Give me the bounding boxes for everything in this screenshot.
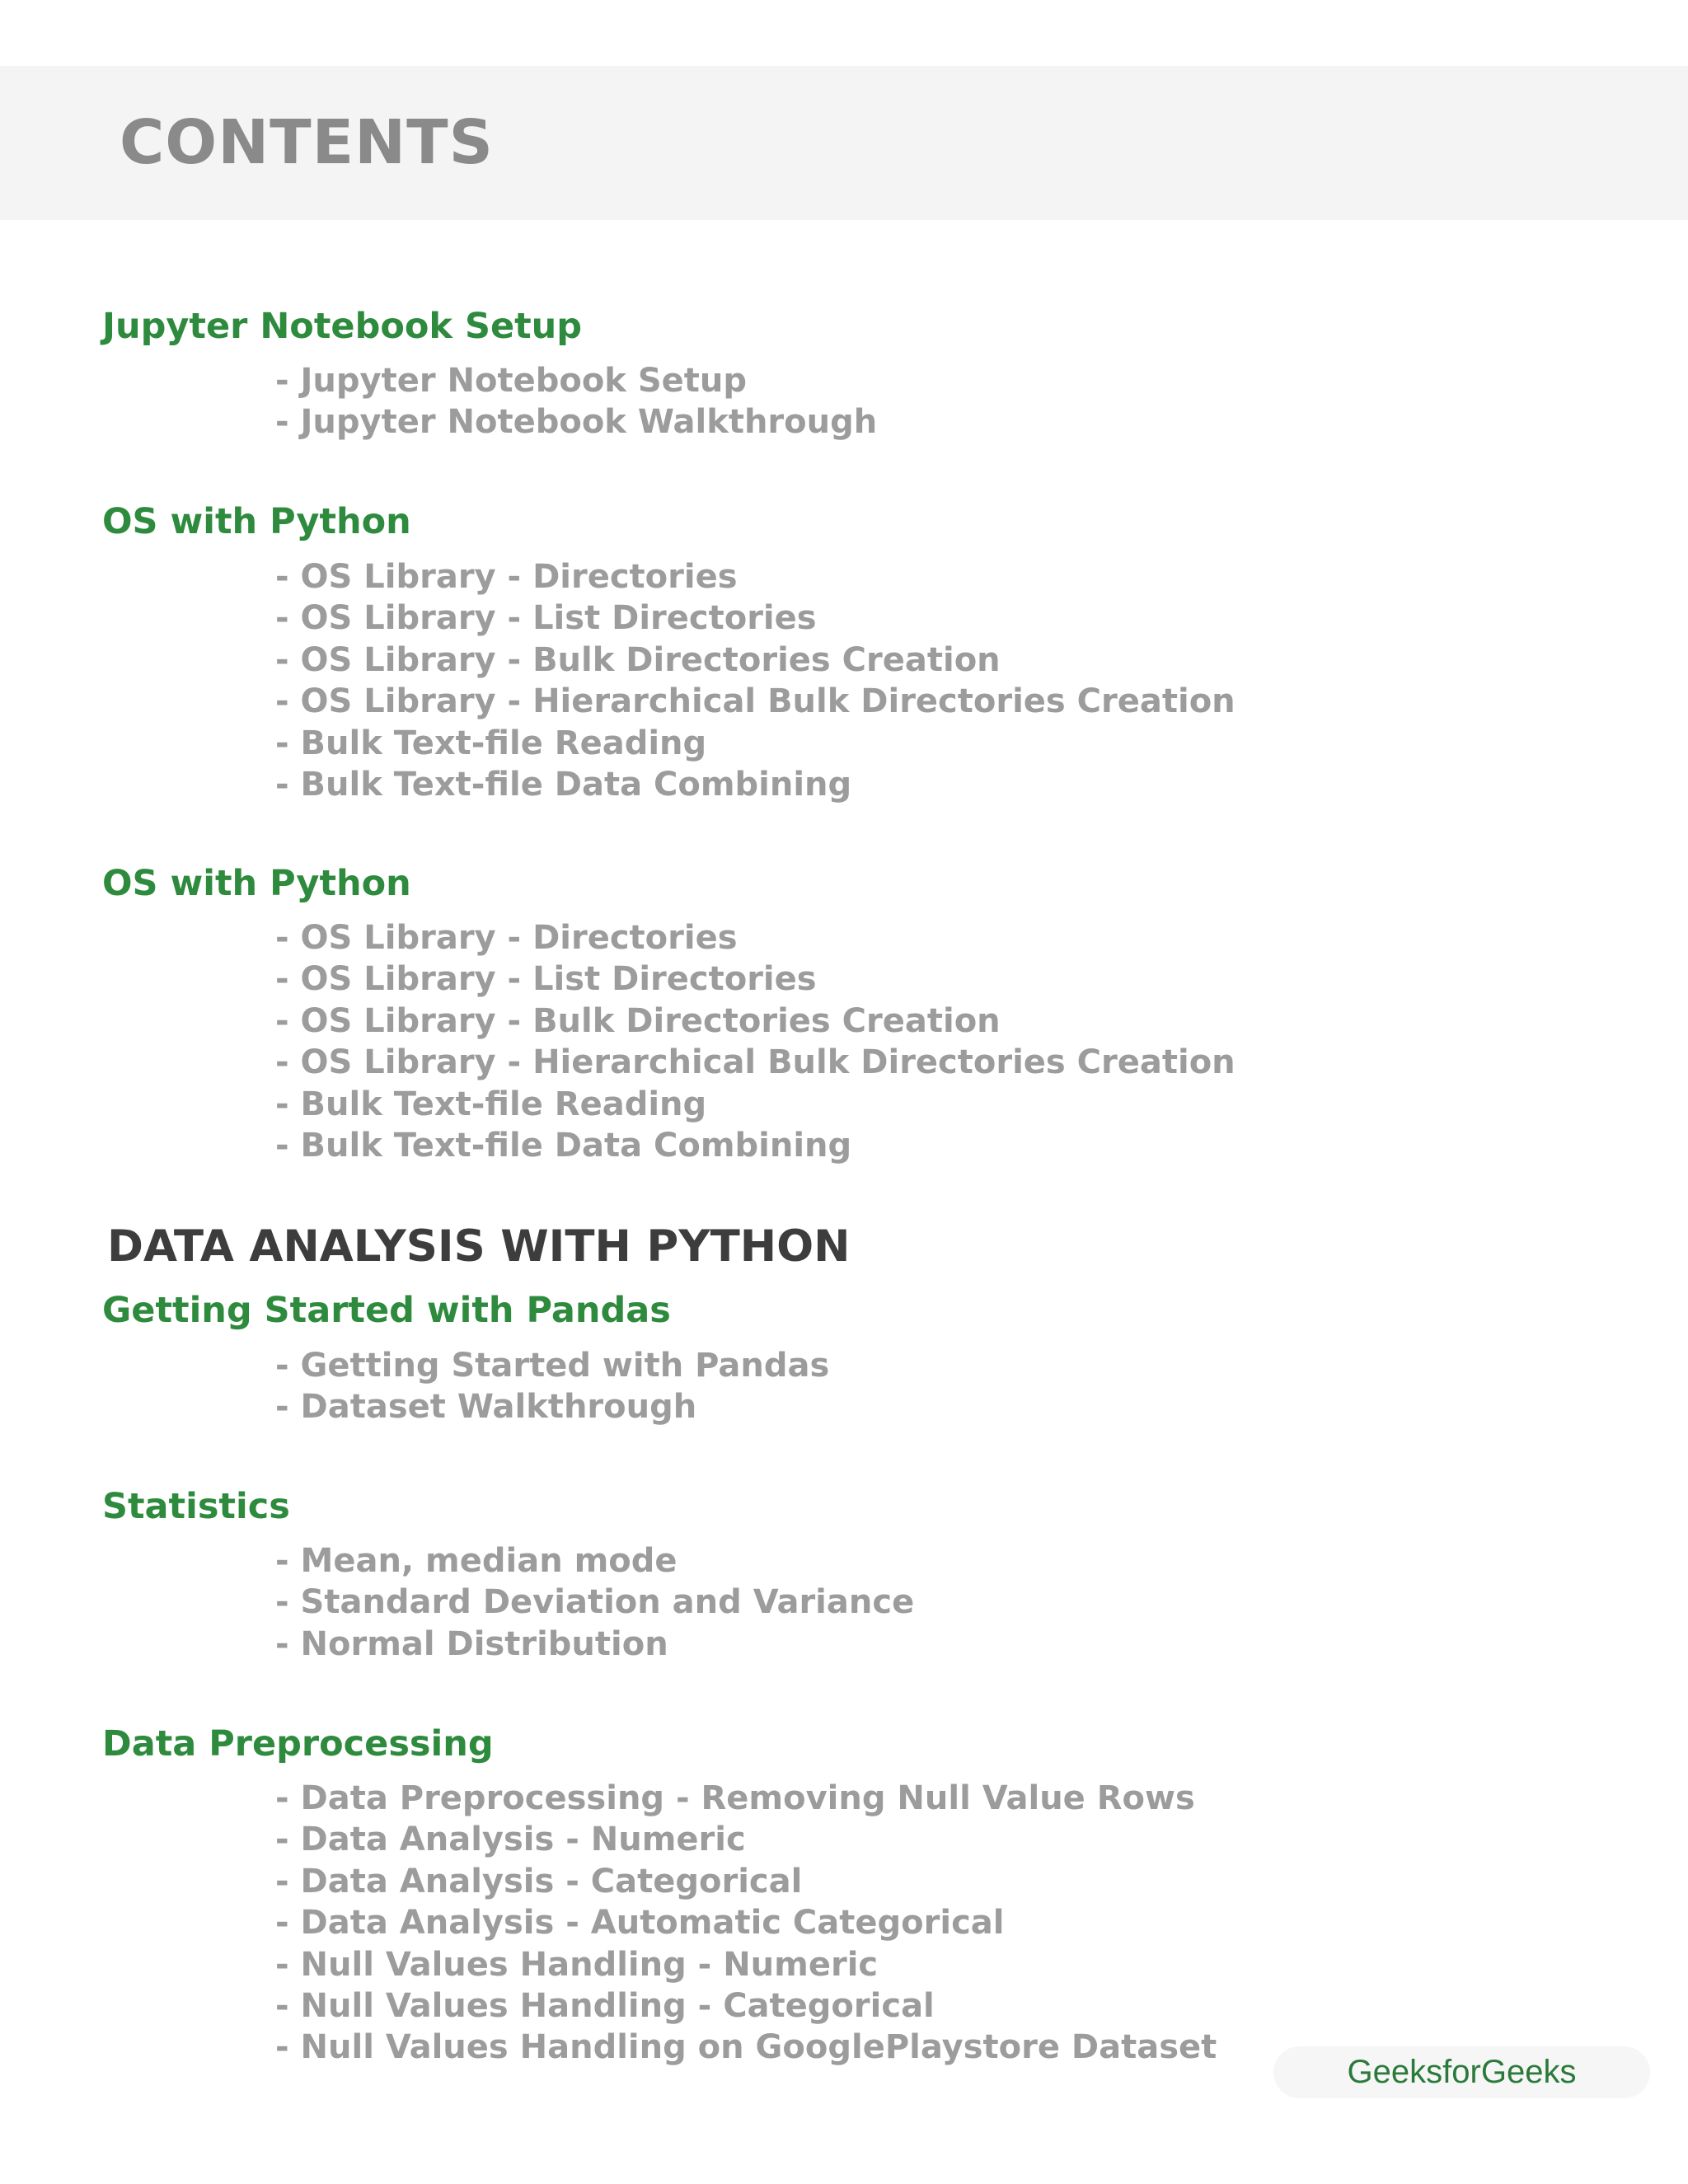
list-item: - Normal Distribution <box>275 1624 668 1663</box>
section-heading-statistics: Statistics <box>102 1486 290 1527</box>
section-items-jupyter-setup <box>275 360 877 443</box>
brand-badge <box>1273 2046 1650 2098</box>
section-items-statistics <box>275 1540 914 1665</box>
list-item: - Jupyter Notebook Walkthrough <box>275 403 878 442</box>
section-heading-data-preprocessing: Data Preprocessing <box>102 1723 494 1765</box>
list-item: - Mean, median mode <box>275 1542 678 1580</box>
section-heading-os-with-python-2: OS with Python <box>102 863 411 904</box>
list-item: - Bulk Text-file Data Combining <box>275 1127 852 1165</box>
section-items-data-preprocessing <box>275 1778 1217 2069</box>
section-heading-jupyter-setup: Jupyter Notebook Setup <box>102 306 583 347</box>
section-items-os-with-python <box>275 556 1236 805</box>
brand-logo-text: GeeksforGeeks <box>1347 2054 1577 2090</box>
section-heading-os-with-python: OS with Python <box>102 501 411 542</box>
list-item: - Data Analysis - Automatic Categorical <box>275 1904 1005 1943</box>
part-title: DATA ANALYSIS WITH PYTHON <box>107 1221 851 1272</box>
list-item: - Null Values Handling on GooglePlaystore Dataset <box>275 2028 1217 2067</box>
list-item: - OS Library - Hierarchical Bulk Directories Creation <box>275 682 1236 721</box>
list-item: - Null Values Handling - Numeric <box>275 1945 879 1984</box>
list-item: - Dataset Walkthrough <box>275 1388 697 1427</box>
list-item: - Null Values Handling - Categorical <box>275 1987 935 2026</box>
list-item: - Standard Deviation and Variance <box>275 1583 915 1622</box>
list-item: - Data Analysis - Categorical <box>275 1862 803 1900</box>
list-item: - OS Library - Bulk Directories Creation <box>275 1001 1001 1040</box>
section-items-getting-started-pandas <box>275 1345 829 1428</box>
list-item: - OS Library - Directories <box>275 919 738 957</box>
section-items-os-with-python-2 <box>275 917 1236 1166</box>
list-item: - OS Library - List Directories <box>275 599 817 638</box>
list-item: - OS Library - Directories <box>275 558 738 596</box>
list-item: - OS Library - Bulk Directories Creation <box>275 640 1001 679</box>
list-item: - OS Library - Hierarchical Bulk Directories Creation <box>275 1043 1236 1082</box>
page-title: CONTENTS <box>120 107 494 178</box>
list-item: - Bulk Text-file Data Combining <box>275 766 852 804</box>
list-item: - Data Analysis - Numeric <box>275 1821 746 1859</box>
list-item: - Bulk Text-file Reading <box>275 724 707 762</box>
section-heading-getting-started-pandas: Getting Started with Pandas <box>102 1290 671 1331</box>
list-item: - OS Library - List Directories <box>275 960 817 999</box>
list-item: - Jupyter Notebook Setup <box>275 362 747 400</box>
list-item: - Bulk Text-file Reading <box>275 1085 707 1123</box>
list-item: - Data Preprocessing - Removing Null Value Rows <box>275 1779 1195 1817</box>
list-item: - Getting Started with Pandas <box>275 1347 830 1385</box>
